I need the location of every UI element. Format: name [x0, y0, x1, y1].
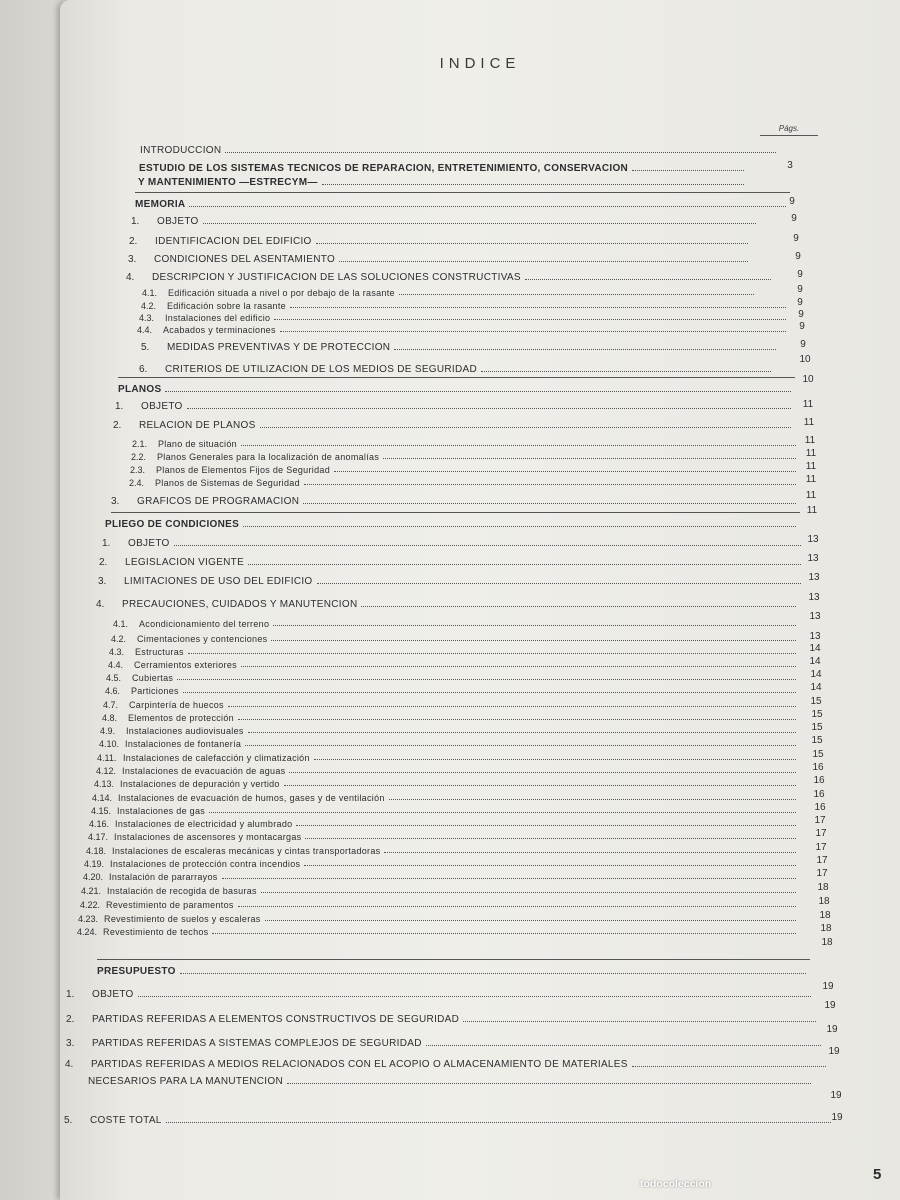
toc-entry — [100, 722, 800, 736]
toc-entry-number: 4.10. — [99, 739, 120, 749]
toc-entry-label: CONDICIONES DEL ASENTAMIENTO — [154, 254, 336, 265]
toc-entry — [83, 868, 800, 882]
toc-entry-label: Cubiertas — [132, 673, 174, 683]
dot-leader — [265, 920, 796, 921]
page-ref: 16 — [814, 802, 826, 813]
page-ref: 14 — [809, 656, 821, 667]
toc-entry — [111, 493, 800, 507]
dot-leader — [463, 1021, 816, 1022]
page-ref: 18 — [818, 896, 830, 907]
page-ref: 19 — [828, 1046, 840, 1057]
toc-entry-label: Revestimiento de techos — [103, 927, 209, 937]
toc-entry-label: Cimentaciones y contenciones — [137, 634, 268, 644]
toc-entry — [86, 842, 800, 856]
toc-entry — [139, 361, 775, 375]
page-ref: 19 — [826, 1024, 838, 1035]
toc-entry — [81, 882, 800, 896]
toc-entry-label: MEMORIA — [135, 199, 186, 210]
toc-entry-number: 4.11. — [97, 753, 117, 763]
page-ref: 18 — [821, 937, 833, 948]
dot-leader — [271, 640, 796, 641]
toc-entry-number: 4.1. — [142, 288, 158, 298]
toc-entry-label: PRESUPUESTO — [97, 966, 176, 977]
dot-leader — [166, 1122, 831, 1123]
toc-entry-number: 1. — [66, 989, 75, 1000]
toc-entry — [94, 775, 800, 789]
dot-leader — [632, 1066, 826, 1067]
dot-leader — [138, 996, 811, 997]
toc-entry-label: Instalaciones de gas — [117, 806, 206, 816]
page-ref: 19 — [822, 981, 834, 992]
dot-leader — [426, 1045, 821, 1046]
toc-entry-number: 3. — [128, 254, 137, 265]
toc-entry — [113, 615, 800, 629]
section-rule — [135, 192, 790, 193]
toc-entry-label: Instalaciones de evacuación de humos, gases y de ventilación — [118, 793, 385, 803]
dot-leader — [228, 706, 796, 707]
page-ref: 15 — [811, 735, 823, 746]
toc-entry — [97, 963, 810, 977]
toc-entry-number: 4.22. — [80, 900, 101, 910]
toc-entry-number: 4.15. — [91, 806, 112, 816]
page-ref: 16 — [812, 762, 824, 773]
toc-entry — [88, 828, 800, 842]
toc-entry-number: 3. — [66, 1038, 75, 1049]
dot-leader — [303, 503, 796, 504]
toc-entry — [138, 174, 748, 188]
toc-entry-number: 4.5. — [106, 673, 122, 683]
toc-entry — [66, 1035, 825, 1049]
toc-entry-number: 4.3. — [109, 647, 125, 657]
toc-entry — [109, 643, 800, 657]
dot-leader — [316, 243, 748, 244]
dot-leader — [183, 692, 796, 693]
page-ref: 16 — [813, 789, 825, 800]
dot-leader — [287, 1083, 811, 1084]
page-ref: 13 — [807, 553, 819, 564]
dot-leader — [241, 445, 796, 446]
toc-entry-number: 2.2. — [131, 452, 147, 462]
toc-entry-number: 2.4. — [129, 478, 145, 488]
toc-entry-label: Plano de situación — [158, 439, 237, 449]
page-ref: 11 — [805, 461, 817, 472]
page-ref: 13 — [808, 592, 820, 603]
page-ref: 19 — [824, 1000, 836, 1011]
toc-entry — [139, 160, 748, 174]
toc-entry-label: Instalaciones de ascensores y montacargas — [114, 832, 302, 842]
toc-entry — [102, 709, 800, 723]
toc-entry-number: 4.13. — [94, 779, 115, 789]
toc-entry-label: Revestimiento de suelos y escaleras — [104, 914, 261, 924]
toc-entry — [77, 923, 800, 937]
toc-entry-label: Revestimiento de paramentos — [106, 900, 234, 910]
toc-entry — [80, 896, 800, 910]
toc-entry — [115, 398, 795, 412]
page-ref: 13 — [809, 631, 821, 642]
toc-entry — [103, 696, 800, 710]
toc-entry-label: Estructuras — [135, 647, 184, 657]
toc-entry — [65, 1056, 830, 1070]
toc-entry-number: 1. — [102, 538, 111, 549]
toc-entry — [99, 554, 805, 568]
toc-entry-label: DESCRIPCION Y JUSTIFICACION DE LAS SOLUCIONES CONSTRUCTIVAS — [152, 272, 521, 283]
toc-entry — [84, 855, 800, 869]
toc-entry-number: 4. — [65, 1059, 74, 1070]
toc-entry — [126, 269, 775, 283]
toc-entry-label: IDENTIFICACION DEL EDIFICIO — [155, 236, 312, 247]
toc-entry-label: NECESARIOS PARA LA MANUTENCION — [88, 1076, 283, 1087]
page-ref: 19 — [830, 1090, 842, 1101]
toc-entry-number: 2. — [99, 557, 108, 568]
page-ref: 10 — [802, 374, 814, 385]
page-title: INDICE — [439, 55, 521, 72]
toc-entry-label: PLANOS — [118, 384, 162, 395]
dot-leader — [188, 653, 796, 654]
toc-entry-label: Cerramientos exteriores — [134, 660, 237, 670]
page-ref: 17 — [816, 868, 828, 879]
toc-entry-label: OBJETO — [141, 401, 183, 412]
watermark: todocoleccion — [640, 1178, 712, 1190]
toc-entry — [108, 656, 800, 670]
page-ref: 13 — [809, 611, 821, 622]
toc-entry-label: Instalaciones del edificio — [165, 313, 271, 323]
page-ref: 9 — [800, 339, 806, 350]
toc-entry — [141, 339, 780, 353]
toc-entry — [89, 815, 800, 829]
page-ref: 18 — [817, 882, 829, 893]
toc-entry-number: 4.2. — [111, 634, 127, 644]
dot-leader — [273, 625, 796, 626]
toc-entry-label: PARTIDAS REFERIDAS A MEDIOS RELACIONADOS CON EL ACOPIO O ALMACENAMIENTO DE MATERIALES — [91, 1059, 628, 1070]
toc-entry — [92, 789, 800, 803]
toc-entry-number: 2.3. — [130, 465, 146, 475]
dot-leader — [632, 170, 744, 171]
dot-leader — [280, 331, 786, 332]
toc-entry-number: 4. — [126, 272, 135, 283]
toc-entry — [98, 573, 805, 587]
toc-entry-label: Instalación de pararrayos — [109, 872, 218, 882]
dot-leader — [384, 852, 796, 853]
section-rule — [97, 959, 810, 960]
dot-leader — [322, 184, 744, 185]
toc-entry-label: Instalaciones de depuración y vertido — [120, 779, 280, 789]
dot-leader — [304, 484, 796, 485]
page-ref: 9 — [797, 269, 803, 280]
toc-entry-label: Acabados y terminaciones — [163, 325, 276, 335]
page-ref: 13 — [808, 572, 820, 583]
toc-entry — [78, 910, 800, 924]
toc-entry — [99, 735, 800, 749]
toc-entry-number: 5. — [141, 342, 150, 353]
toc-entry — [105, 682, 800, 696]
dot-leader — [314, 759, 796, 760]
toc-entry-number: 4.12. — [96, 766, 117, 776]
toc-entry-number: 2. — [129, 236, 138, 247]
page-ref: 18 — [819, 910, 831, 921]
dot-leader — [361, 606, 796, 607]
page-ref: 11 — [805, 474, 817, 485]
dot-leader — [383, 458, 796, 459]
toc-entry-number: 4.7. — [103, 700, 119, 710]
toc-entry-number: 6. — [139, 364, 148, 375]
toc-entry — [131, 448, 800, 462]
toc-entry — [130, 461, 800, 475]
page-ref: 11 — [806, 505, 818, 516]
toc-entry — [118, 381, 795, 395]
toc-entry-number: 4.24. — [77, 927, 98, 937]
toc-entry-label: Instalaciones de escaleras mecánicas y cintas transportadoras — [112, 846, 381, 856]
page-ref: 11 — [804, 435, 816, 446]
dot-leader — [525, 279, 771, 280]
toc-entry-number: 1. — [131, 216, 140, 227]
dot-leader — [394, 349, 776, 350]
toc-entry-label: Instalaciones audiovisuales — [126, 726, 244, 736]
page-ref: 16 — [813, 775, 825, 786]
toc-entry-label: OBJETO — [92, 989, 134, 1000]
page-ref: 9 — [789, 196, 795, 207]
dot-leader — [180, 973, 806, 974]
toc-entry — [135, 196, 790, 210]
dot-leader — [304, 865, 796, 866]
toc-entry-label: Planos de Elementos Fijos de Seguridad — [156, 465, 330, 475]
toc-entry-number: 4.3. — [139, 313, 155, 323]
toc-entry — [106, 669, 800, 683]
dot-leader — [187, 408, 791, 409]
dot-leader — [389, 799, 796, 800]
section-rule — [111, 512, 800, 513]
toc-entry-label: Instalación de recogida de basuras — [107, 886, 257, 896]
toc-entry-label: Instalaciones de electricidad y alumbrado — [115, 819, 293, 829]
toc-entry-number: 4.6. — [105, 686, 121, 696]
page-ref: 15 — [812, 749, 824, 760]
toc-entry — [142, 284, 758, 298]
toc-entry — [111, 630, 800, 644]
dot-leader — [317, 583, 801, 584]
toc-entry-label: Edificación situada a nivel o por debajo de la rasante — [168, 288, 395, 298]
dot-leader — [289, 772, 796, 773]
toc-entry — [66, 1011, 820, 1025]
toc-entry — [66, 986, 815, 1000]
dot-leader — [189, 206, 786, 207]
toc-entry — [132, 435, 800, 449]
toc-entry-number: 4.1. — [113, 619, 129, 629]
toc-entry-label: Instalaciones de protección contra incendios — [110, 859, 301, 869]
toc-entry — [96, 762, 800, 776]
toc-entry-label: Carpintería de huecos — [129, 700, 224, 710]
toc-entry-number: 4.17. — [88, 832, 109, 842]
page-ref: 9 — [799, 321, 805, 332]
toc-entry — [113, 417, 795, 431]
toc-entry-label: MEDIDAS PREVENTIVAS Y DE PROTECCION — [167, 342, 391, 353]
toc-entry-number: 4.8. — [102, 713, 118, 723]
dot-leader — [261, 892, 796, 893]
toc-entry-label: LIMITACIONES DE USO DEL EDIFICIO — [124, 576, 313, 587]
toc-entry-label: LEGISLACION VIGENTE — [125, 557, 245, 568]
toc-entry-number: 5. — [64, 1115, 73, 1126]
toc-entry-number: 3. — [111, 496, 120, 507]
toc-entry-number: 4.23. — [78, 914, 99, 924]
page-ref: 9 — [795, 251, 801, 262]
section-rule — [118, 377, 795, 378]
page-ref: 11 — [802, 399, 814, 410]
dot-leader — [165, 391, 791, 392]
dot-leader — [241, 666, 796, 667]
dot-leader — [334, 471, 796, 472]
page-ref: 15 — [811, 709, 823, 720]
dot-leader — [174, 545, 801, 546]
toc-entry-number: 4.19. — [84, 859, 105, 869]
toc-entry-label: Planos de Sistemas de Seguridad — [155, 478, 300, 488]
toc-entry-label: Instalaciones de fontanería — [125, 739, 242, 749]
page-ref: 15 — [811, 722, 823, 733]
toc-entry — [128, 251, 752, 265]
toc-entry-number: 4.2. — [141, 301, 157, 311]
toc-entry-number: 3. — [98, 576, 107, 587]
dot-leader — [399, 294, 754, 295]
toc-entry-label: PARTIDAS REFERIDAS A SISTEMAS COMPLEJOS DE SEGURIDAD — [92, 1038, 422, 1049]
toc-entry-number: 4.9. — [100, 726, 116, 736]
dot-leader — [274, 319, 786, 320]
dot-leader — [248, 564, 801, 565]
toc-entry — [91, 802, 800, 816]
dot-leader — [209, 812, 796, 813]
page-ref: 14 — [810, 669, 822, 680]
toc-entry — [64, 1112, 835, 1126]
toc-entry — [96, 596, 800, 610]
pages-column-header: Págs. — [760, 124, 818, 136]
dot-leader — [481, 371, 771, 372]
toc-entry-label: PARTIDAS REFERIDAS A ELEMENTOS CONSTRUCTIVOS DE SEGURIDAD — [92, 1014, 460, 1025]
page-ref: 11 — [805, 490, 817, 501]
toc-entry — [129, 474, 800, 488]
dot-leader — [305, 838, 796, 839]
dot-leader — [203, 223, 756, 224]
toc-entry-label: Acondicionamiento del terreno — [139, 619, 270, 629]
page-ref: 18 — [820, 923, 832, 934]
toc-entry-number: 1. — [115, 401, 124, 412]
page-ref: 9 — [797, 284, 803, 295]
dot-leader — [243, 526, 796, 527]
page-ref: 17 — [815, 842, 827, 853]
page-ref: 17 — [815, 828, 827, 839]
page-ref: 15 — [810, 696, 822, 707]
page-number: 5 — [873, 1166, 882, 1183]
toc-entry — [131, 213, 760, 227]
dot-leader — [260, 427, 791, 428]
page-ref: 14 — [810, 682, 822, 693]
toc-entry-label: ESTUDIO DE LOS SISTEMAS TECNICOS DE REPARACION, ENTRETENIMIENTO, CONSERVACION — [139, 163, 629, 174]
dot-leader — [225, 152, 776, 153]
dot-leader — [284, 785, 796, 786]
toc-entry-label: CRITERIOS DE UTILIZACION DE LOS MEDIOS DE SEGURIDAD — [165, 364, 478, 375]
dot-leader — [290, 307, 786, 308]
toc-entry-label: INTRODUCCION — [140, 145, 222, 156]
dot-leader — [238, 719, 796, 720]
toc-entry — [129, 233, 752, 247]
page-ref: 11 — [803, 417, 815, 428]
page-ref: 10 — [799, 354, 811, 365]
toc-entry-label: COSTE TOTAL — [90, 1115, 162, 1126]
toc-entry-number: 4.16. — [89, 819, 110, 829]
toc-entry-label: RELACION DE PLANOS — [139, 420, 256, 431]
page-ref: 9 — [793, 233, 799, 244]
toc-entry-number: 2.1. — [132, 439, 148, 449]
dot-leader — [339, 261, 748, 262]
dot-leader — [248, 732, 796, 733]
toc-entry-label: OBJETO — [157, 216, 199, 227]
page-ref: 3 — [787, 160, 793, 171]
dot-leader — [238, 906, 796, 907]
toc-entry — [105, 516, 800, 530]
toc-entry-number: 4.14. — [92, 793, 113, 803]
page-ref: 14 — [809, 643, 821, 654]
dot-leader — [296, 825, 796, 826]
toc-entry — [88, 1073, 815, 1087]
dot-leader — [212, 933, 796, 934]
toc-entry-number: 4.4. — [137, 325, 153, 335]
page-ref: 9 — [791, 213, 797, 224]
toc-entry-number: 2. — [113, 420, 122, 431]
page-ref: 17 — [814, 815, 826, 826]
toc-entry-label: GRAFICOS DE PROGRAMACION — [137, 496, 300, 507]
toc-entry-label: Y MANTENIMIENTO —ESTRECYM— — [138, 177, 318, 188]
toc-entry-label: Edificación sobre la rasante — [167, 301, 286, 311]
toc-entry-number: 4.4. — [108, 660, 124, 670]
toc-entry-label: OBJETO — [128, 538, 170, 549]
toc-entry-label: PRECAUCIONES, CUIDADOS Y MANUTENCION — [122, 599, 358, 610]
page-ref: 17 — [816, 855, 828, 866]
toc-entry — [102, 535, 805, 549]
page-ref: 13 — [807, 534, 819, 545]
toc-entry-number: 4.20. — [83, 872, 104, 882]
dot-leader — [177, 679, 796, 680]
toc-entry — [140, 142, 780, 156]
page-ref: 9 — [798, 309, 804, 320]
toc-entry-number: 4.21. — [81, 886, 102, 896]
toc-entry-label: Instalaciones de calefacción y climatización — [123, 753, 310, 763]
toc-entry — [97, 749, 800, 763]
dot-leader — [245, 745, 796, 746]
page-ref: 11 — [805, 448, 817, 459]
toc-entry-label: Planos Generales para la localización de anomalías — [157, 452, 380, 462]
toc-entry-label: Instalaciones de evacuación de aguas — [122, 766, 286, 776]
dot-leader — [222, 878, 796, 879]
toc-entry-number: 2. — [66, 1014, 75, 1025]
toc-entry-number: 4.18. — [86, 846, 107, 856]
toc-entry-label: Particiones — [131, 686, 179, 696]
toc-entry-label: PLIEGO DE CONDICIONES — [105, 519, 240, 530]
toc-entry — [137, 321, 790, 335]
page-ref: 9 — [797, 297, 803, 308]
toc-entry-number: 4. — [96, 599, 105, 610]
toc-entry-label: Elementos de protección — [128, 713, 234, 723]
page-ref: 19 — [831, 1112, 843, 1123]
